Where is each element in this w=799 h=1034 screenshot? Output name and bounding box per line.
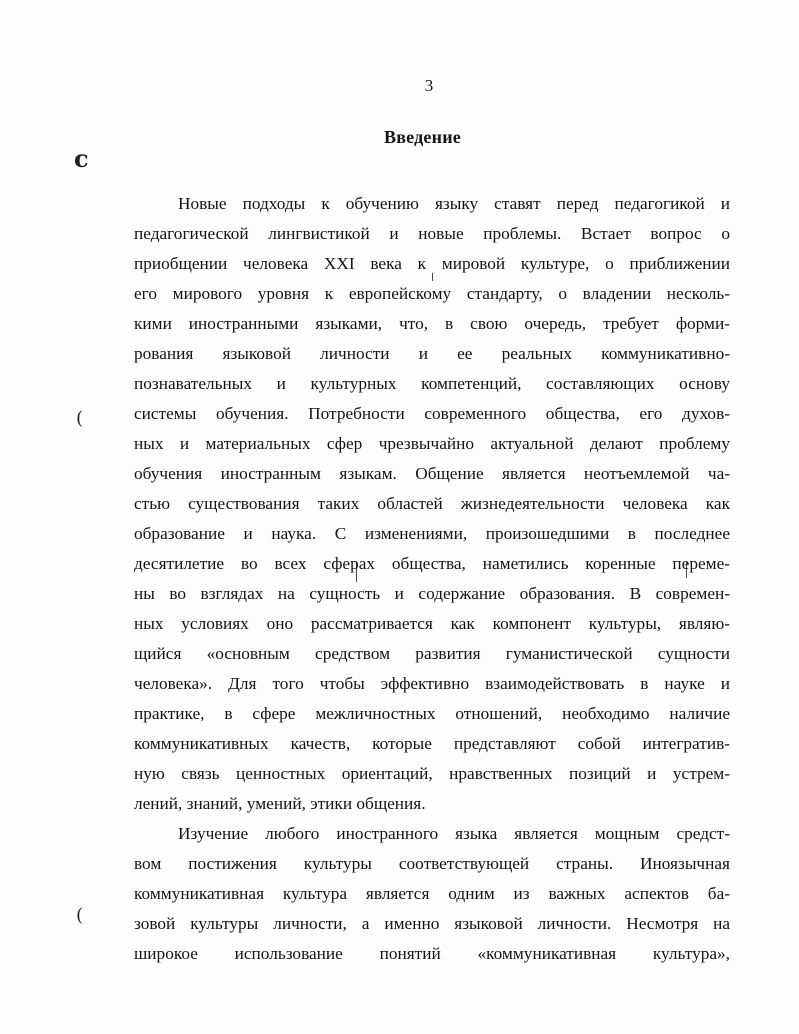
text-line: его мирового уровня к европейскому стандарту, о владении несколь- — [134, 284, 730, 303]
text-line: познавательных и культурных компетенций, составляющих основу — [134, 374, 730, 393]
text-line: ную связь ценностных ориентаций, нравственных позиций и устрем- — [134, 764, 730, 783]
text-line: коммуникативная культура является одним из важных аспектов ба- — [134, 884, 730, 903]
text-line: десятилетие во всех сферах общества, наметились коренные переме- — [134, 554, 730, 573]
text-line: коммуникативных качеств, которые представляют собой интегратив- — [134, 734, 730, 753]
text-line: приобщении человека XXI века к мировой культуре, о приближении — [134, 254, 730, 273]
text-line: ны во взглядах на сущность и содержание образования. В современ- — [134, 584, 730, 603]
text-line: системы обучения. Потребности современного общества, его духов- — [134, 404, 730, 423]
text-line: зовой культуры личности, а именно языковой личности. Несмотря на — [134, 914, 730, 933]
text-line: Новые подходы к обучению языку ставят перед педагогикой и — [178, 194, 730, 213]
text-line: стью существования таких областей жизнедеятельности человека как — [134, 494, 730, 513]
page-number: 3 — [424, 76, 434, 95]
section-heading: Введение — [384, 127, 461, 147]
binding-mark: ( — [76, 408, 84, 429]
text-line: человека». Для того чтобы эффективно взаимодействовать в науке и — [134, 674, 730, 693]
text-line: педагогической лингвистикой и новые проблемы. Встает вопрос о — [134, 224, 730, 243]
text-line: щийся «основным средством развития гуманистической сущности — [134, 644, 730, 663]
text-line: образование и наука. С изменениями, произошедшими в последнее — [134, 524, 730, 543]
binding-mark: ( — [76, 905, 84, 926]
text-line: ных и материальных сфер чрезвычайно актуальной делают проблему — [134, 434, 730, 453]
text-line: кими иностранными языками, что, в свою очередь, требует форми- — [134, 314, 730, 333]
binding-mark: c — [74, 144, 89, 173]
text-line: лений, знаний, умений, этики общения. — [134, 794, 426, 813]
text-line: обучения иностранным языкам. Общение является неотъемлемой ча- — [134, 464, 730, 483]
text-line: вом постижения культуры соответствующей страны. Иноязычная — [134, 854, 730, 873]
text-line: широкое использование понятий «коммуникативная культура», — [134, 944, 730, 963]
text-line: практике, в сфере межличностных отношений, необходимо наличие — [134, 704, 730, 723]
text-line: ных условиях оно рассматривается как компонент культуры, являю- — [134, 614, 730, 633]
text-line: рования языковой личности и ее реальных коммуникативно- — [134, 344, 730, 363]
text-line: Изучение любого иностранного языка является мощным средст- — [178, 824, 730, 843]
